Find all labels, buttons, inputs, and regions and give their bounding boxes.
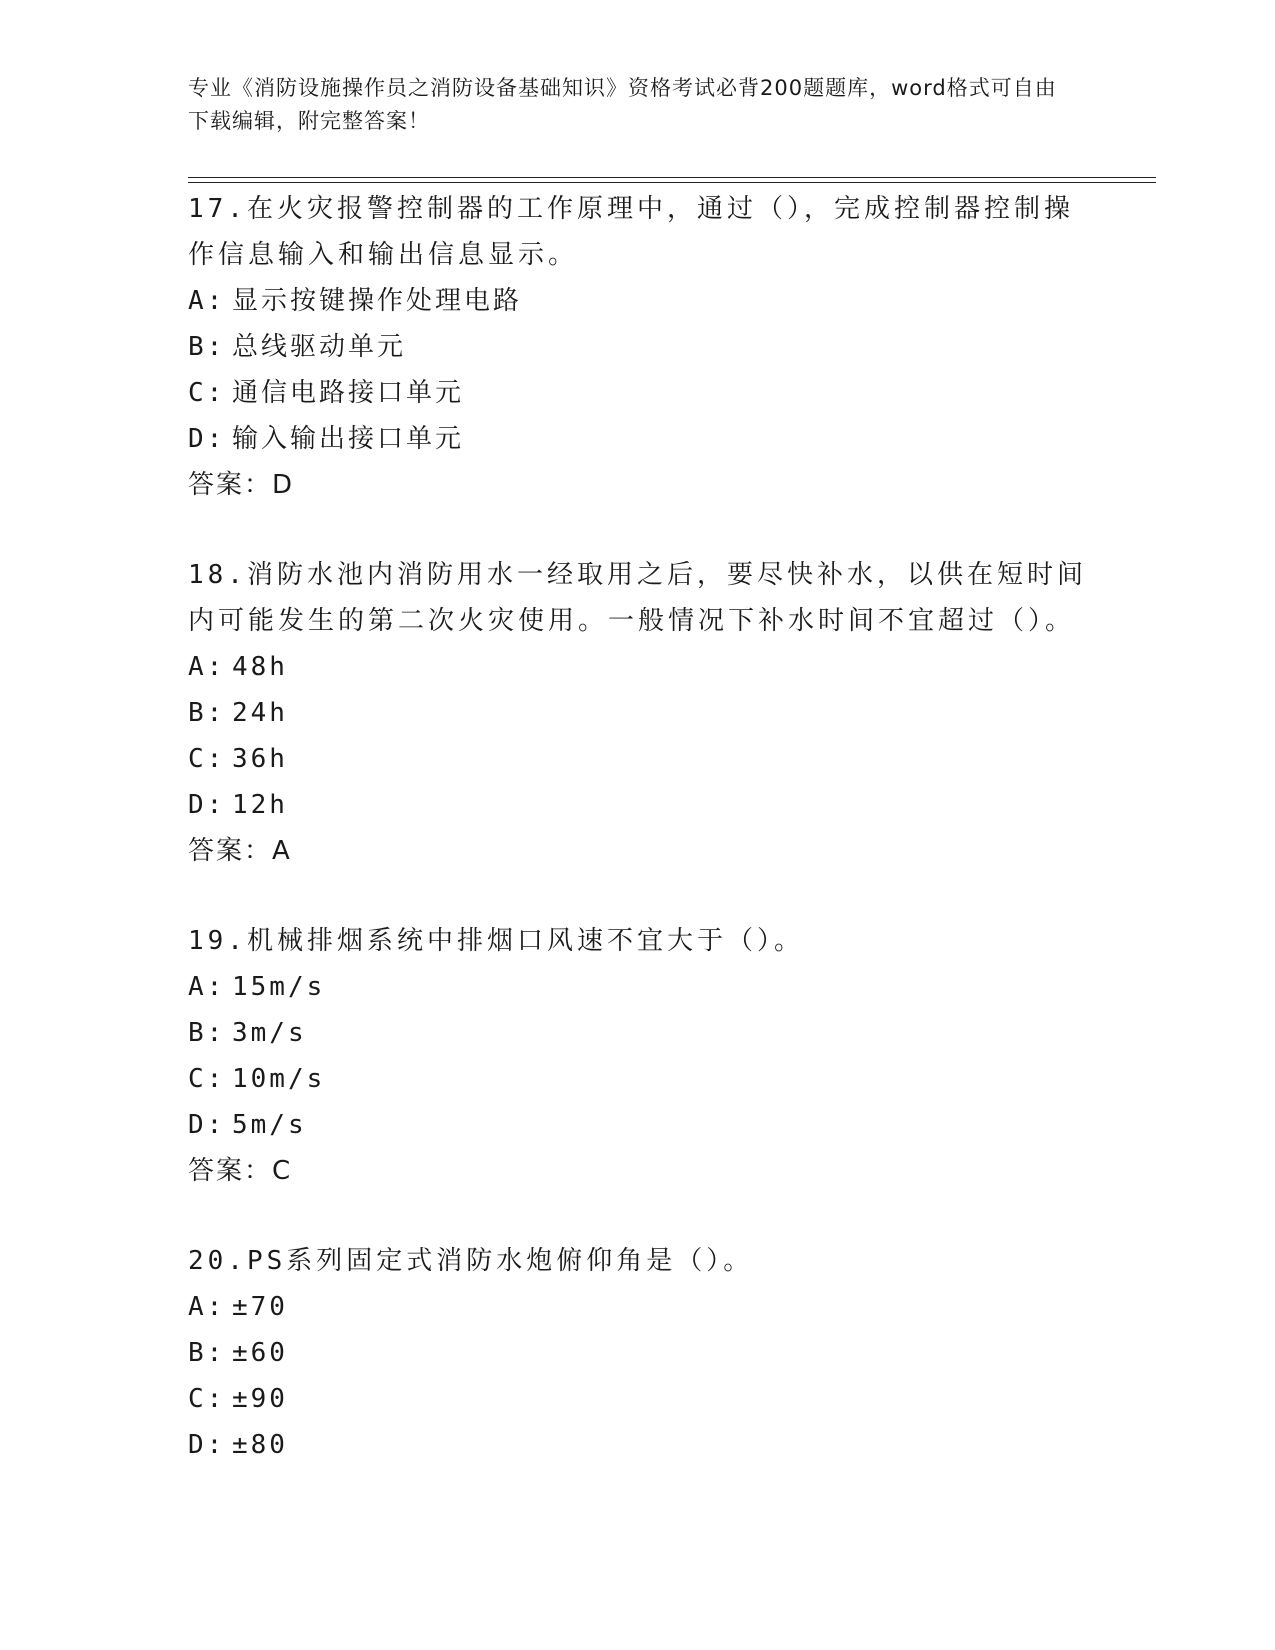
- option-d: [188, 782, 1088, 828]
- option-a: [188, 964, 1088, 1010]
- option-key: C:: [188, 1064, 226, 1094]
- option-c: [188, 1376, 1088, 1422]
- option-text: ±80: [232, 1430, 288, 1460]
- document-header: 专业《消防设施操作员之消防设备基础知识》资格考试必背200题题库，word格式可自由下载编辑，附完整答案！: [188, 76, 1057, 133]
- option-key: D:: [188, 790, 226, 820]
- option-b: [188, 1010, 1088, 1056]
- header-divider-bottom: [188, 182, 1156, 183]
- option-d: [188, 1422, 1088, 1468]
- question-20: [188, 1238, 1088, 1468]
- option-text: ±60: [232, 1338, 288, 1368]
- option-text: 总线驱动单元: [232, 332, 407, 362]
- option-key: B:: [188, 1018, 226, 1048]
- option-key: B:: [188, 1338, 226, 1368]
- option-text: 10m/s: [232, 1064, 326, 1094]
- option-a: [188, 1284, 1088, 1330]
- option-key: A:: [188, 652, 226, 682]
- option-text: 36h: [232, 744, 288, 774]
- option-a: [188, 278, 1088, 324]
- question-list: [188, 186, 1088, 1512]
- header-divider-top: [188, 177, 1156, 178]
- question-17: [188, 186, 1088, 508]
- answer-line: 答案：A: [188, 836, 292, 866]
- question-19: [188, 918, 1088, 1194]
- question-18: [188, 552, 1088, 874]
- option-text: 输入输出接口单元: [232, 424, 465, 454]
- answer-line: 答案：D: [188, 470, 295, 500]
- option-text: 15m/s: [232, 972, 326, 1002]
- question-stem: 19.机械排烟系统中排烟口风速不宜大于（）。: [188, 926, 804, 956]
- option-d: [188, 1102, 1088, 1148]
- option-b: [188, 324, 1088, 370]
- option-text: ±90: [232, 1384, 288, 1414]
- option-c: [188, 1056, 1088, 1102]
- option-b: [188, 690, 1088, 736]
- option-key: D:: [188, 424, 226, 454]
- option-key: C:: [188, 744, 226, 774]
- question-stem: 20.PS系列固定式消防水炮俯仰角是（）。: [188, 1246, 754, 1276]
- option-key: D:: [188, 1430, 226, 1460]
- option-text: 24h: [232, 698, 288, 728]
- option-text: 48h: [232, 652, 288, 682]
- option-key: A:: [188, 972, 226, 1002]
- option-key: C:: [188, 1384, 226, 1414]
- option-a: [188, 644, 1088, 690]
- option-text: 3m/s: [232, 1018, 307, 1048]
- option-text: 通信电路接口单元: [232, 378, 465, 408]
- option-text: 12h: [232, 790, 288, 820]
- option-key: B:: [188, 332, 226, 362]
- option-b: [188, 1330, 1088, 1376]
- option-key: B:: [188, 698, 226, 728]
- answer-line: 答案：C: [188, 1156, 293, 1186]
- option-key: A:: [188, 286, 226, 316]
- option-text: 显示按键操作处理电路: [232, 286, 523, 316]
- option-key: D:: [188, 1110, 226, 1140]
- question-stem: 17.在火灾报警控制器的工作原理中，通过（），完成控制器控制操作信息输入和输出信息显示。: [188, 194, 1074, 270]
- option-text: 5m/s: [232, 1110, 307, 1140]
- option-c: [188, 736, 1088, 782]
- option-key: A:: [188, 1292, 226, 1322]
- option-d: [188, 416, 1088, 462]
- option-c: [188, 370, 1088, 416]
- option-text: ±70: [232, 1292, 288, 1322]
- question-stem: 18.消防水池内消防用水一经取用之后，要尽快补水，以供在短时间内可能发生的第二次火灾使用。一般情况下补水时间不宜超过（）。: [188, 560, 1087, 636]
- option-key: C:: [188, 378, 226, 408]
